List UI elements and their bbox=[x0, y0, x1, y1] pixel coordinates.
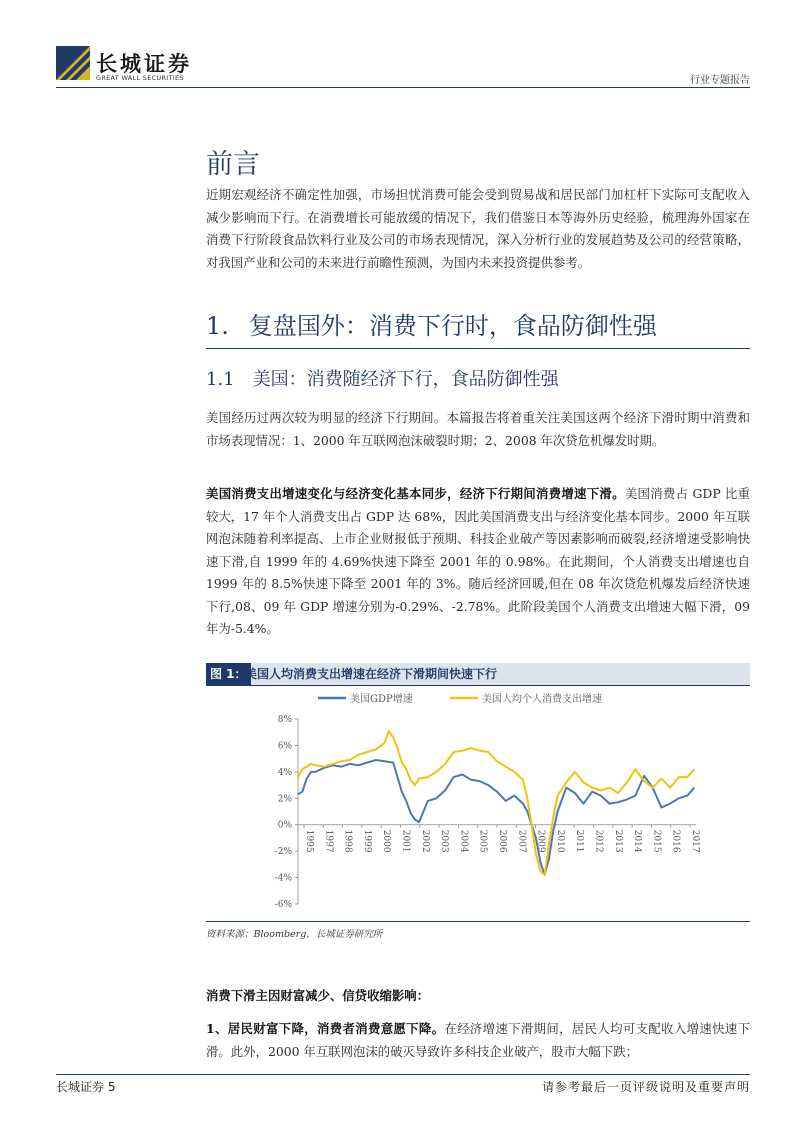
x-tick-label: 2009 bbox=[535, 829, 546, 853]
x-tick-label: 1997 bbox=[323, 829, 334, 853]
legend-label-gdp: 美国GDP增速 bbox=[350, 694, 413, 705]
y-tick-label: 4% bbox=[277, 767, 292, 778]
x-tick-label: 2014 bbox=[632, 829, 643, 853]
x-tick-label: 2002 bbox=[419, 829, 430, 853]
figure-title: 美国人均消费支出增速在经济下滑期间快速下行 bbox=[245, 667, 498, 681]
item-1-body: 在经济增速下滑期间，居民人均可支配收入增速快速下滑。此外，2000 年互联网泡沫的破灭导致许多科技企业破产，股市大幅下跌； bbox=[206, 1021, 751, 1059]
chart-legend bbox=[318, 692, 602, 705]
item-1-lead-bold: 1、居民财富下降，消费者消费意愿下降。 bbox=[206, 1021, 445, 1036]
company-logo-icon bbox=[56, 46, 90, 80]
x-tick-label: 2006 bbox=[497, 829, 507, 853]
y-tick-label: -4% bbox=[274, 873, 292, 884]
y-tick-label: 8% bbox=[277, 715, 292, 725]
y-tick-label: 6% bbox=[277, 741, 292, 752]
x-tick-label: 2016 bbox=[670, 829, 681, 853]
logo-chinese-name: 长城证券 bbox=[96, 52, 192, 76]
series-line-consumption bbox=[298, 731, 694, 875]
footer-disclaimer: 请参考最后一页评级说明及重要声明 bbox=[541, 1080, 750, 1094]
x-tick-label: 2003 bbox=[439, 829, 450, 853]
preface-paragraph: 近期宏观经济不确定性加强，市场担忧消费可能会受到贸易战和居民部门加杠杆下实际可支配收入减少影响而下行。在消费增长可能放缓的情况下，我们借鉴日本等海外历史经验，梳理海外国家在消费下行阶段食品饮料行业及公司的市场表现情况，深入分析行业的发展趋势及公司的经营策略，对我国产业和公司的未来进行前瞻性预测，为国内未来投资提供参考。 bbox=[206, 187, 750, 270]
x-tick-label: 2013 bbox=[612, 829, 623, 853]
section-1-1-heading bbox=[206, 365, 559, 391]
section-1-1-number: 1.1 bbox=[206, 369, 235, 390]
section-1-1-title: 美国：消费随经济下行，食品防御性强 bbox=[252, 369, 559, 390]
y-tick-label: -6% bbox=[274, 900, 292, 910]
x-tick-label: 2017 bbox=[690, 829, 700, 853]
section-1-1-intro: 美国经历过两次较为明显的经济下行期间。本篇报告将着重关注美国这两个经济下滑时期中消费和市场表现情况：1、2000 年互联网泡沫破裂时期；2、2008 年次贷危机爆发时期。 bbox=[206, 410, 750, 448]
y-tick-label: 2% bbox=[277, 794, 292, 805]
section-1-number: 1. bbox=[206, 312, 229, 340]
report-type-label: 行业专题报告 bbox=[690, 75, 750, 86]
section-1-title: 复盘国外：消费下行时，食品防御性强 bbox=[248, 312, 657, 340]
y-tick-label: -2% bbox=[274, 847, 292, 858]
x-tick-label: 2001 bbox=[400, 829, 411, 853]
paragraph-body: 美国消费占 GDP 比重较大，17 年个人消费支出占 GDP 达 68%，因此美国消费支出与经济变化基本同步。2000 年互联网泡沫随着利率提高、上市企业财报低于预期、科技企业破产等因素影响而破裂,经济增速受影响快速下滑,自 1999 年的 4.69%快速下降至 2001 年的 0.98%。在此期间，个人消费支出增速也自 1999 年的 8.5%快速下降至 2001 年的 3%。随后经济回暖,但在 08 年次贷危机爆发后经济快速下行,08、09 年 GDP 增速分别为-0.29%、-2.78%。此阶段美国个人消费支出增速大幅下滑，09 年为-5.4%。 bbox=[206, 486, 750, 636]
logo-english-name: GREAT WALL SECURITIES bbox=[96, 74, 184, 82]
x-tick-label: 2012 bbox=[593, 829, 604, 853]
x-tick-label: 2004 bbox=[458, 829, 469, 853]
figure-label: 图 1： bbox=[206, 663, 251, 685]
section-1-heading bbox=[206, 306, 657, 341]
footer-page-label: 长城证券 5 bbox=[56, 1080, 116, 1094]
figure-source: 资料来源：Bloomberg，长城证券研究所 bbox=[206, 929, 383, 940]
x-tick-label: 2011 bbox=[574, 829, 585, 853]
section-1-divider bbox=[206, 348, 750, 349]
consumption-reason-heading: 消费下滑主因财富减少、信贷收缩影响： bbox=[206, 988, 430, 1003]
footer-divider bbox=[56, 1074, 750, 1075]
legend-label-consumption: 美国人均个人消费支出增速 bbox=[482, 694, 602, 705]
x-tick-label: 1999 bbox=[361, 829, 372, 853]
chart-lines bbox=[298, 731, 694, 875]
x-tick-label: 2005 bbox=[477, 829, 488, 853]
x-tick-label: 2010 bbox=[554, 829, 565, 853]
x-tick-label: 1998 bbox=[342, 829, 353, 853]
series-line-gdp bbox=[298, 760, 694, 875]
consumption-reason-item-1 bbox=[206, 1018, 750, 1063]
figure-bottom-divider bbox=[206, 921, 750, 922]
section-1-1-paragraph bbox=[206, 483, 750, 641]
preface-heading: 前言 bbox=[206, 149, 260, 180]
line-chart bbox=[206, 686, 750, 918]
paragraph-lead-bold: 美国消费支出增速变化与经济变化基本同步，经济下行期间消费增速下滑。 bbox=[206, 486, 625, 501]
x-tick-label: 2015 bbox=[651, 829, 662, 853]
x-tick-label: 2000 bbox=[381, 829, 392, 853]
header-divider bbox=[56, 87, 750, 88]
chart-axes bbox=[275, 715, 700, 910]
y-tick-label: 0% bbox=[277, 820, 292, 831]
x-tick-label: 1995 bbox=[304, 829, 314, 853]
x-tick-label: 2007 bbox=[516, 829, 527, 853]
